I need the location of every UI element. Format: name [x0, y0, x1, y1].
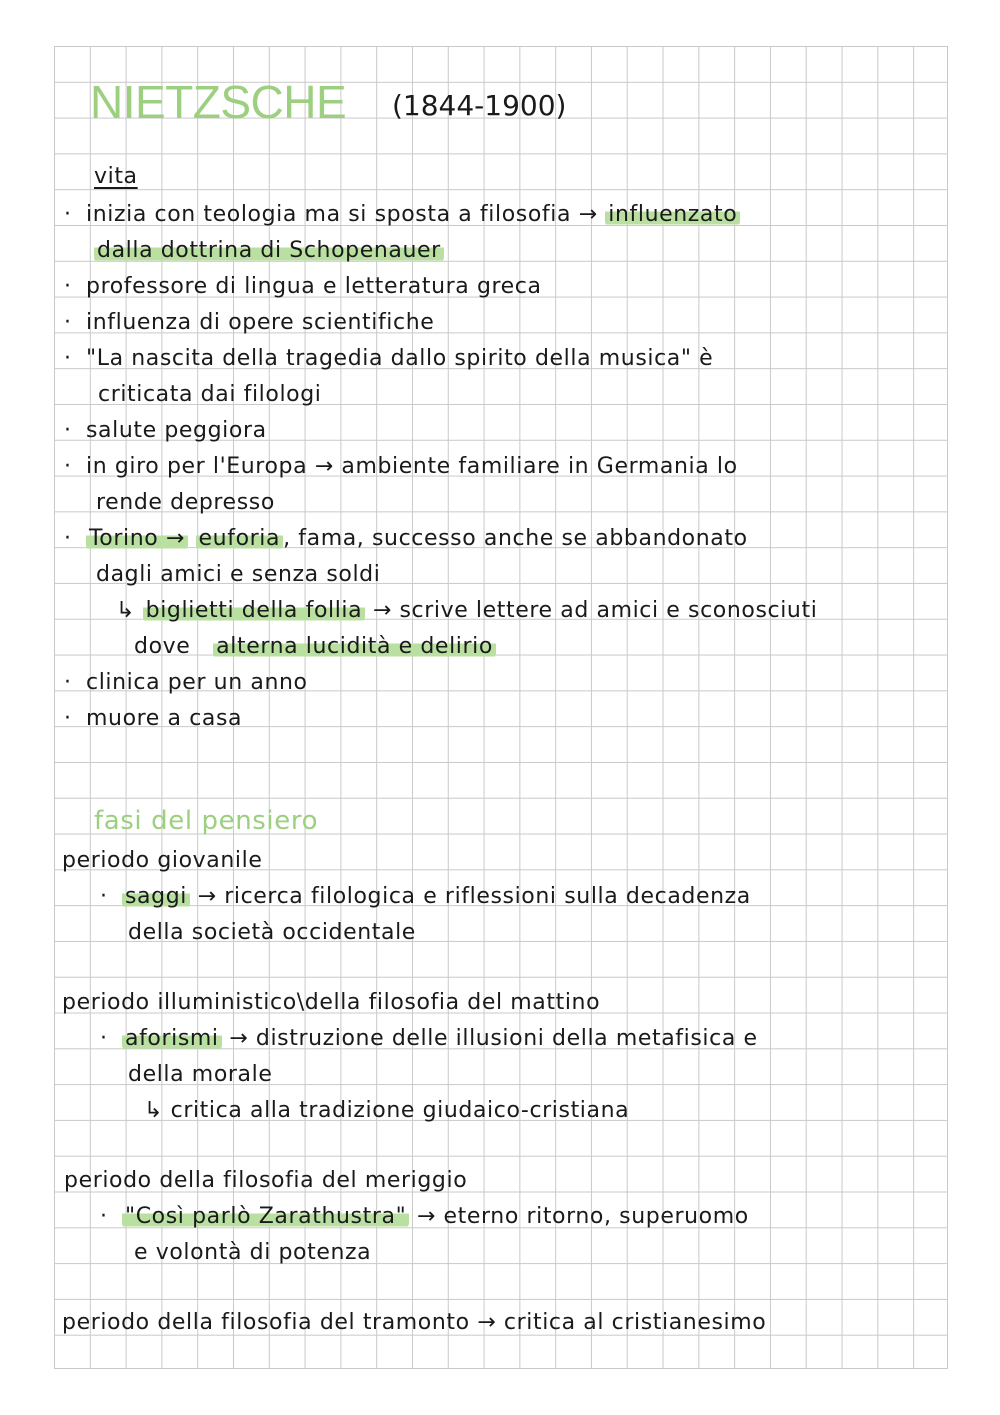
sub-item-continued: dove alterna lucidità e delirio: [134, 632, 496, 662]
highlight: influenzato: [605, 202, 740, 227]
list-item: · saggi → ricerca filologica e riflessioni sulla decadenza: [100, 884, 751, 909]
list-item-continued: criticata dai filologi: [98, 382, 322, 407]
highlight: saggi: [122, 884, 190, 909]
highlight: "Così parlò Zarathustra": [122, 1204, 409, 1229]
highlight: biglietti della follia: [143, 598, 366, 623]
list-item-continued: della morale: [128, 1062, 273, 1087]
highlight: dalla dottrina di Schopenauer: [94, 238, 444, 263]
list-item-continued: e volontà di potenza: [134, 1240, 372, 1265]
list-item: · salute peggiora: [64, 418, 267, 443]
list-item-continued: [94, 236, 444, 266]
period-title: periodo della filosofia del tramonto → critica al cristianesimo: [62, 1310, 767, 1335]
list-item: · Torino → euforia , fama, successo anche se abbandonato: [64, 526, 748, 551]
period-title: periodo giovanile: [62, 848, 263, 873]
list-item-continued: rende depresso: [96, 490, 275, 515]
list-item: · influenza di opere scientifiche: [64, 310, 435, 335]
list-item-continued: dagli amici e senza soldi: [96, 562, 381, 587]
list-item-continued: della società occidentale: [128, 920, 416, 945]
highlight: Torino →: [86, 526, 188, 551]
list-item: · "La nascita della tragedia dallo spirito della musica" è: [64, 346, 714, 371]
list-item: · aforismi → distruzione delle illusioni della metafisica e: [100, 1026, 758, 1051]
sub-item: ↳ critica alla tradizione giudaico-cristiana: [144, 1098, 630, 1123]
highlight: euforia: [196, 526, 284, 551]
list-item: · clinica per un anno: [64, 670, 308, 695]
list-item: · in giro per l'Europa → ambiente familiare in Germania lo: [64, 454, 738, 479]
lifespan-dates: (1844-1900): [392, 89, 567, 122]
list-item: · professore di lingua e letteratura greca: [64, 274, 542, 299]
sub-item: ↳ biglietti della follia → scrive lettere ad amici e sconosciuti: [116, 598, 818, 623]
section-heading-fasi: fasi del pensiero: [94, 806, 319, 836]
list-item: · inizia con teologia ma si sposta a filosofia → influenzato: [64, 200, 740, 230]
period-title: periodo della filosofia del meriggio: [64, 1168, 468, 1193]
list-item: · "Così parlò Zarathustra" → eterno ritorno, superuomo: [100, 1204, 749, 1229]
highlight: alterna lucidità e delirio: [213, 634, 496, 659]
page-title: NIETZSCHE: [90, 76, 347, 128]
section-heading-vita: vita: [94, 164, 138, 189]
highlight: aforismi: [122, 1026, 222, 1051]
list-item: · muore a casa: [64, 706, 243, 731]
period-title: periodo illuministico\della filosofia del mattino: [62, 990, 601, 1015]
